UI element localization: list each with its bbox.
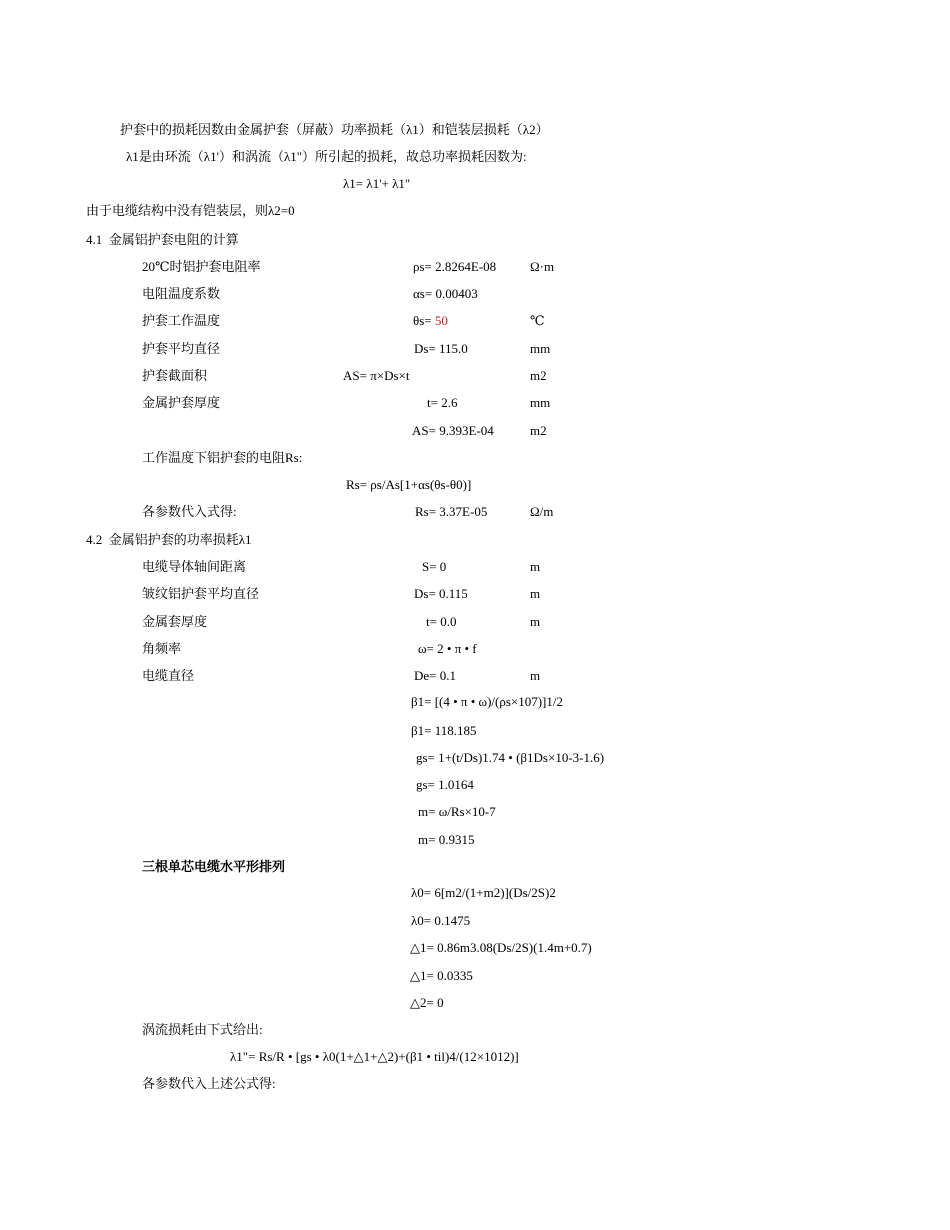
calc-line: m= 0.9315	[418, 832, 475, 847]
param-unit: m	[530, 559, 541, 574]
param-label: 护套工作温度	[142, 313, 221, 328]
param-label: 电缆直径	[142, 668, 195, 683]
param-expr: ρs= 2.8264E-08	[413, 259, 497, 274]
param-expr: ω= 2 • π • f	[418, 641, 477, 656]
param-label: 电缆导体轴间距离	[142, 559, 247, 574]
param-unit: m	[530, 668, 541, 683]
param-unit: ℃	[530, 313, 545, 328]
param-label: 护套平均直径	[142, 341, 221, 356]
param-label: 金属套厚度	[142, 614, 208, 629]
sheath-temperature-value: 50	[434, 313, 448, 328]
param-label: 护套截面积	[142, 368, 208, 383]
rs-unit: Ω/m	[530, 504, 554, 519]
calc-line: λ0= 6[m2/(1+m2)](Ds/2S)2	[411, 885, 556, 900]
param-label: 皱纹铝护套平均直径	[142, 586, 260, 601]
section-4-2-title: 4.2 金属铝护套的功率损耗λ1	[86, 532, 252, 547]
param-expr: t= 2.6	[427, 395, 458, 410]
calc-line: λ0= 0.1475	[411, 913, 471, 928]
rs-formula: Rs= ρs/As[1+αs(θs-θ0)]	[346, 477, 472, 492]
param-expr: AS= π×Ds×t	[343, 368, 410, 383]
calc-line: △1= 0.86m3.08(Ds/2S)(1.4m+0.7)	[410, 940, 592, 955]
param-unit: m2	[530, 423, 547, 438]
param-unit: m	[530, 586, 541, 601]
param-unit: mm	[530, 341, 551, 356]
calc-line: β1= 118.185	[411, 723, 477, 738]
rs-label: 工作温度下铝护套的电阻Rs:	[142, 450, 303, 465]
section-4-1-title: 4.1 金属铝护套电阻的计算	[86, 232, 239, 247]
intro-line-1: 护套中的损耗因数由金属护套（屏蔽）功率损耗（λ1）和铠装层损耗（λ2）	[120, 122, 549, 137]
calc-line: m= ω/Rs×10-7	[418, 804, 496, 819]
param-expr	[413, 313, 448, 329]
param-expr: S= 0	[422, 559, 447, 574]
calc-line: gs= 1.0164	[416, 777, 474, 792]
calc-line: △1= 0.0335	[410, 968, 473, 983]
param-unit: Ω·m	[530, 259, 555, 274]
calc-line: △2= 0	[410, 995, 444, 1010]
calc-line: gs= 1+(t/Ds)1.74 • (β1Ds×10-3-1.6)	[416, 750, 605, 765]
param-expr-prefix: θs=	[413, 313, 435, 328]
substitution-label-2: 各参数代入上述公式得:	[142, 1076, 276, 1091]
total-loss-formula: λ1= λ1'+ λ1"	[343, 176, 411, 191]
param-label: 角频率	[142, 641, 182, 656]
param-label: 电阻温度系数	[142, 286, 221, 301]
param-unit: m2	[530, 368, 547, 383]
eddy-label: 涡流损耗由下式给出:	[142, 1022, 263, 1037]
intro-line-3: 由于电缆结构中没有铠装层，则λ2=0	[86, 203, 295, 218]
param-label: 20℃时铝护套电阻率	[142, 259, 261, 274]
param-unit: m	[530, 614, 541, 629]
param-expr: αs= 0.00403	[413, 286, 478, 301]
substitution-label: 各参数代入式得:	[142, 504, 237, 519]
param-expr: AS= 9.393E-04	[412, 423, 494, 438]
calc-line: β1= [(4 • π • ω)/(ρs×107)]1/2	[411, 694, 563, 709]
param-expr: Ds= 0.115	[414, 586, 468, 601]
param-expr: De= 0.1	[414, 668, 456, 683]
arrangement-title: 三根单芯电缆水平形排列	[142, 859, 286, 874]
eddy-formula: λ1"= Rs/R • [gs • λ0(1+△1+△2)+(β1 • til)4/(12×1012)]	[230, 1049, 519, 1064]
param-expr: Ds= 115.0	[414, 341, 468, 356]
intro-line-2: λ1是由环流（λ1'）和涡流（λ1"）所引起的损耗，故总功率损耗因数为:	[126, 149, 527, 164]
param-unit: mm	[530, 395, 551, 410]
rs-value: Rs= 3.37E-05	[415, 504, 488, 519]
param-label: 金属护套厚度	[142, 395, 221, 410]
param-expr: t= 0.0	[426, 614, 457, 629]
